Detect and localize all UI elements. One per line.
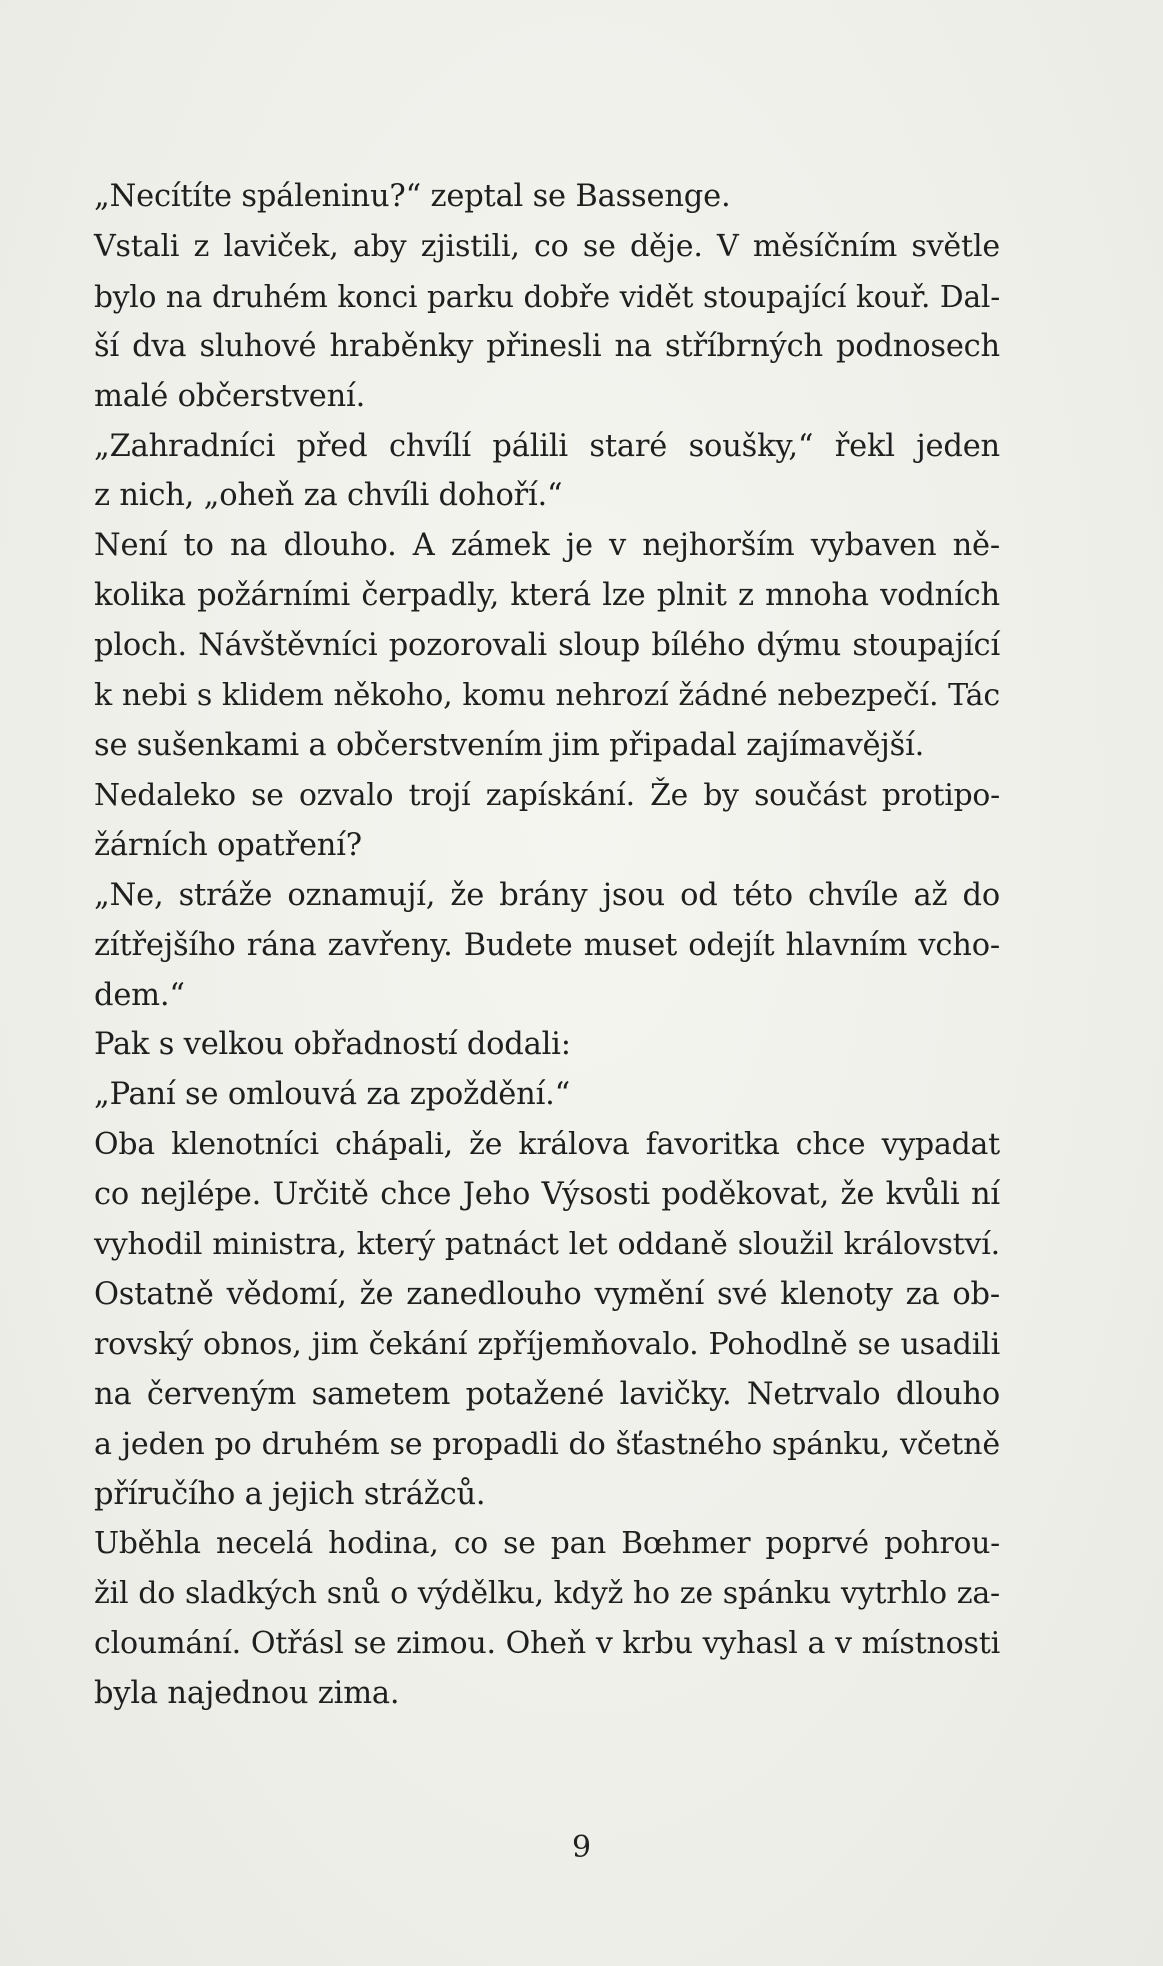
text-line: „Necítíte spáleninu?“ zeptal se Bassenge.: [94, 179, 731, 214]
text-line: cloumání. Otřásl se zimou. Oheň v krbu vyhasl a v místnosti: [94, 1626, 1000, 1662]
text-line: Vstali z laviček, aby zjistili, co se děje. V měsíčním světle: [94, 228, 1000, 264]
text-line: Ostatně vědomí, že zanedlouho vymění své klenoty za ob-: [94, 1276, 1000, 1312]
text-line: „Paní se omlouvá za zpoždění.“: [94, 1077, 571, 1113]
text-line: k nebi s klidem někoho, komu nehrozí žádné nebezpečí. Tác: [94, 678, 1000, 714]
text-line: na červeným sametem potažené lavičky. Netrvalo dlouho: [94, 1376, 1000, 1412]
text-line: byla najednou zima.: [94, 1676, 400, 1712]
text-line: kolika požárními čerpadly, která lze plnit z mnoha vodních: [94, 578, 1000, 614]
paragraph: [50, 521, 1000, 771]
text-line: „Ne, stráže oznamují, že brány jsou od této chvíle až do: [94, 877, 1000, 913]
body-text: [50, 172, 1000, 1719]
text-line: Pak s velkou obřadností dodali:: [94, 1027, 571, 1063]
paragraph: [50, 1120, 1000, 1519]
paragraph: [50, 771, 1000, 871]
paragraph: [50, 1519, 1000, 1719]
paragraph: [50, 422, 1000, 522]
text-line: dem.“: [94, 977, 185, 1013]
text-line: žil do sladkých snů o výdělku, když ho ze spánku vytrhlo za-: [94, 1576, 1000, 1612]
text-line: Není to na dlouho. A zámek je v nejhorším vybaven ně-: [94, 528, 1000, 564]
paragraph: [50, 172, 1000, 222]
text-line: a jeden po druhém se propadli do šťastného spánku, včetně: [94, 1426, 1000, 1462]
text-line: Uběhla necelá hodina, co se pan Bœhmer poprvé pohrou-: [94, 1526, 1000, 1562]
text-line: ploch. Návštěvníci pozorovali sloup bílého dýmu stoupající: [94, 628, 1000, 664]
text-line: žárních opatření?: [94, 827, 362, 863]
text-line: příručího a jejich strážců.: [94, 1476, 486, 1512]
text-line: zítřejšího rána zavřeny. Budete muset odejít hlavním vcho-: [94, 927, 1000, 963]
text-line: bylo na druhém konci parku dobře vidět stoupající kouř. Dal-: [94, 278, 1000, 314]
text-line: z nich, „oheň za chvíli dohoří.“: [94, 478, 563, 514]
text-line: Oba klenotníci chápali, že králova favoritka chce vypadat: [94, 1127, 1000, 1163]
paragraph: [50, 871, 1000, 1021]
text-line: se sušenkami a občerstvením jim připadal zajímavější.: [94, 727, 925, 763]
text-line: vyhodil ministra, který patnáct let oddaně sloužil království.: [94, 1227, 1000, 1263]
text-line: ší dva sluhové hraběnky přinesli na stříbrných podnosech: [94, 328, 1000, 364]
paragraph: [50, 222, 1000, 422]
text-line: malé občerstvení.: [94, 378, 366, 414]
text-line: Nedaleko se ozvalo trojí zapískání. Že by součást protipo-: [94, 777, 1000, 813]
paragraph: [50, 1020, 1000, 1070]
text-line: rovský obnos, jim čekání zpříjemňovalo. Pohodlně se usadili: [94, 1326, 1000, 1362]
text-line: co nejlépe. Určitě chce Jeho Výsosti poděkovat, že kvůli ní: [94, 1177, 1000, 1213]
paragraph: [50, 1070, 1000, 1120]
text-line: „Zahradníci před chvílí pálili staré soušky,“ řekl jeden: [94, 428, 1000, 464]
page-number: 9: [571, 1830, 592, 1865]
